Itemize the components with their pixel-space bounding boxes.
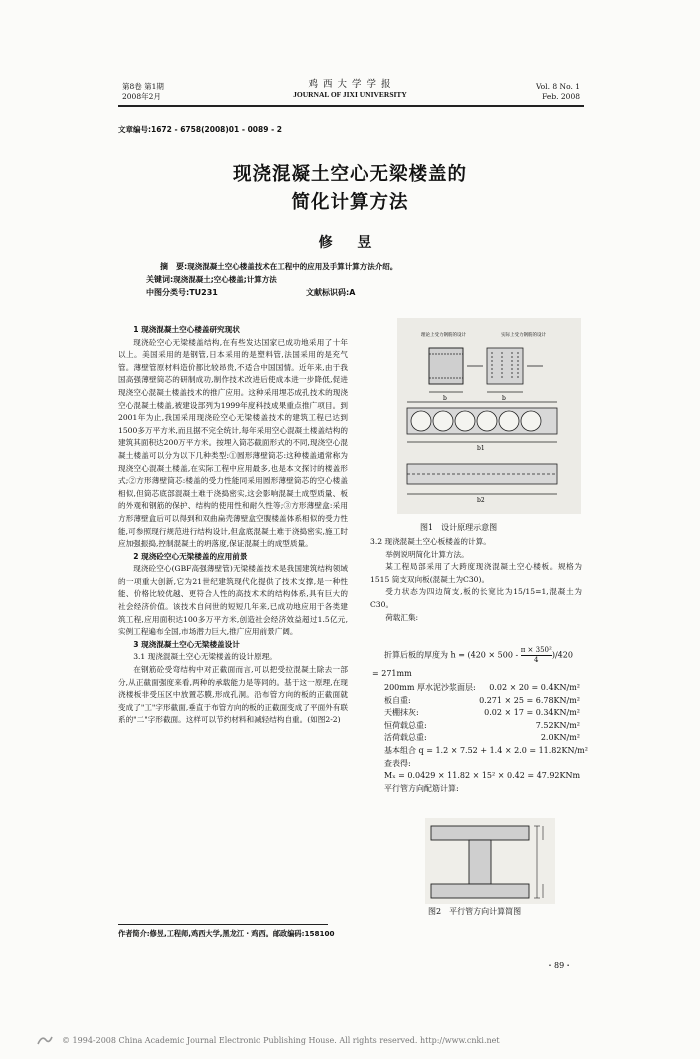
clc-number: 中图分类号:TU231 <box>146 288 218 297</box>
fig1-label-b-right: b <box>502 395 506 402</box>
header-vol-en: Vol. 8 No. 1 Feb. 2008 <box>535 82 580 101</box>
page-number: ・89・ <box>546 961 573 970</box>
load-combination: 基本组合 q = 1.2 × 7.52 + 1.4 × 2.0 = 11.82KN/m² <box>384 745 588 755</box>
section-3-2-subheading: 举例说明简化计算方法。 <box>385 549 469 559</box>
load-collection-label: 荷载汇集: <box>385 612 419 622</box>
journal-title: 鸡 西 大 学 学 报 JOURNAL OF JIXI UNIVERSITY <box>293 79 407 99</box>
title-line-2: 简化计算方法 <box>291 192 409 213</box>
table-lookup: 查表得: <box>384 758 411 768</box>
header-vol-issue: 第8卷 第1期 2008年2月 <box>122 82 212 102</box>
section-1-heading: 1 现浇混凝土空心楼盖研究现状 <box>133 325 240 334</box>
author-name: 修 昱 <box>318 235 382 251</box>
load-row-0: 200mm 厚水泥沙浆面层: 0.02 × 20 = 0.4KN/m² <box>384 683 580 692</box>
thickness-result: = 271mm <box>372 669 412 678</box>
figure-2-caption: 图2 平行管方向计算简图 <box>428 907 522 916</box>
figure-1-diagram <box>397 318 581 514</box>
document-code: 文献标识码:A <box>306 288 356 297</box>
left-column <box>118 324 348 844</box>
moment-formula: Mₓ = 0.0429 × 11.82 × 15² × 0.42 = 47.92KNm <box>384 771 581 781</box>
section-3-heading: 3 现浇混凝土空心无梁楼盖设计 <box>133 639 240 649</box>
header-date: 2008年2月 <box>122 92 161 101</box>
section-2-heading: 2 现浇砼空心无梁楼盖的应用前景 <box>133 551 248 561</box>
load-row-1: 板自重: 0.271 × 25 = 6.78KN/m² <box>384 695 580 705</box>
example-description: 某工程局部采用了大跨度现浇混凝土空心楼板。规格为1515 筒支双向板(混凝土为C30)。 <box>370 562 582 584</box>
section-3-2-heading: 3.2 现浇混凝土空心板楼盖的计算。 <box>370 537 491 546</box>
title-line-1: 现浇混凝土空心无梁楼盖的 <box>232 164 467 185</box>
author-note: 作者简介:修昱,工程师,鸡西大学,黑龙江・鸡西。邮政编码:158100 <box>118 929 335 938</box>
thickness-formula: 折算后板的厚度为 h = (420 × 500 - $\frac{\text{π × 350²}}{4}$ )/420 <box>384 646 573 664</box>
fig1-label-b-left: b <box>443 395 447 402</box>
section-3-1-heading: 3.1 现浇混凝土空心无梁楼盖的设计原理。 <box>133 652 277 662</box>
fig1-label-right: 实际上受力钢筋的设计 <box>501 333 546 338</box>
keywords: 关键词:现浇混凝土;空心楼盖;计算方法 <box>146 275 277 284</box>
section-1-body: 现浇砼空心无梁楼盖结构,在有些发达国家已成功地采用了十年以上。美国采用的是钢管,日本采用的是塑料管,法国采用的是充气管。薄壁管原材料造价都比较昂贵,不适合中国国情。近年来,由于我国高强薄壁筒芯的研制成功,制作技术改进后使成本进一步降低,促进现浇空心混凝土楼盖技术的推广应用。这种采用埋芯成孔技术的现浇空心混凝土楼盖,被建设部列为1999年度科技成果重点推广项目。到2001年为止,我国采用现浇砼空心无梁楼盖技术的建筑工程已达到1500多万平方米,而且据不完全统计,每年采用空心混凝土楼盖结构的建筑其面积达200万平方米。按埋入筒芯截面形式的不同,现浇空心混凝土楼盖可以分为以下几种类型:①圆形薄壁筒芯:这种楼盖通常称为现浇空心混凝土楼盖,在实际工程中应用最多,也是本文探讨的楼盖形式;②方形薄壁筒芯:楼盖的受力性能同采用圆形薄壁筒芯的空心楼盖相似,但筒芯底部混凝土难于浇捣密实,这会影响混凝土成型质量、板的外观和钢筋的保护、结构的使用性和耐久性等;③方形薄壁盒:采用方形薄壁盒后可以得到和双曲扁壳薄壁盒空腹楼盖体系相似的受力性能,可参照现行规范进行结构设计,但盒底混凝土难于浇捣密实,施工时应加强振捣,控制混凝土的坍落度,保证混凝土的成型质量。 <box>118 337 348 549</box>
copyright-notice: © 1994-2008 China Academic Journal Electronic Publishing House. All rights reserved. http://www.cnki.net <box>62 1036 500 1045</box>
abstract: 摘 要:现浇混凝土空心楼盖技术在工程中的应用及手算计算方法介绍。 <box>160 262 398 271</box>
load-row-3: 恒荷载总重: 7.52KN/m² <box>384 720 580 730</box>
figure-2-diagram <box>425 818 555 904</box>
section-2-body: 现浇砼空心(GBF高强薄壁管)无梁楼盖技术是我国建筑结构领域的一项重大创新,它为21世纪建筑现代化提供了技术支撑,是一种性能、价格比较优越、更符合人性的高技术术的结构体系,具有巨大的社会经济价值。该技术自问世的短短几年来,已成功地应用于各类建筑工程,应用面积达100多万平方米,创造社会经济效益超过1.5亿元,实例工程遍布全国,市场潜力巨大,推广应用前景广阔。 <box>118 564 348 637</box>
section-3-body: 在钢筋砼受弯结构中对正截面而言,可以把受拉混凝土除去一部分,从正截面强度来看,两种的承载能力是等同的。基于这一原理,在现浇楼板非受压区中放置芯膜,形成孔洞。沿布管方向的板的正截面就变成了"工"字形截面,垂直于布管方向的板的正截面变成了平面外有联系的"二"字形截面。这样可以节约材料和减轻结构自重。(如图2-2) <box>118 665 348 725</box>
figure-1-caption: 图1 设计原理示意图 <box>420 523 498 532</box>
load-table <box>384 682 588 795</box>
load-row-4: 活荷载总重: 2.0KN/m² <box>384 733 580 743</box>
article-number: 文章编号:1672 - 6758(2008)01 - 0089 - 2 <box>118 125 283 134</box>
fig1-label-left: 理论上受力钢筋的设计 <box>421 333 466 338</box>
load-row-2: 天棚抹灰: 0.02 × 17 = 0.34KN/m² <box>384 708 580 718</box>
fig1-label-b2: b2 <box>477 497 485 504</box>
cnki-logo-icon <box>36 1034 54 1046</box>
right-column-intro <box>370 536 582 624</box>
footnote-rule <box>118 924 328 925</box>
fig1-label-b1: b1 <box>477 445 485 452</box>
load-state: 受力状态为四边简支,板的长宽比为15/15=1,混凝土为C30。 <box>370 587 582 609</box>
rebar-calc-label: 平行管方向配筋计算: <box>384 783 459 793</box>
header-rule <box>118 105 584 107</box>
